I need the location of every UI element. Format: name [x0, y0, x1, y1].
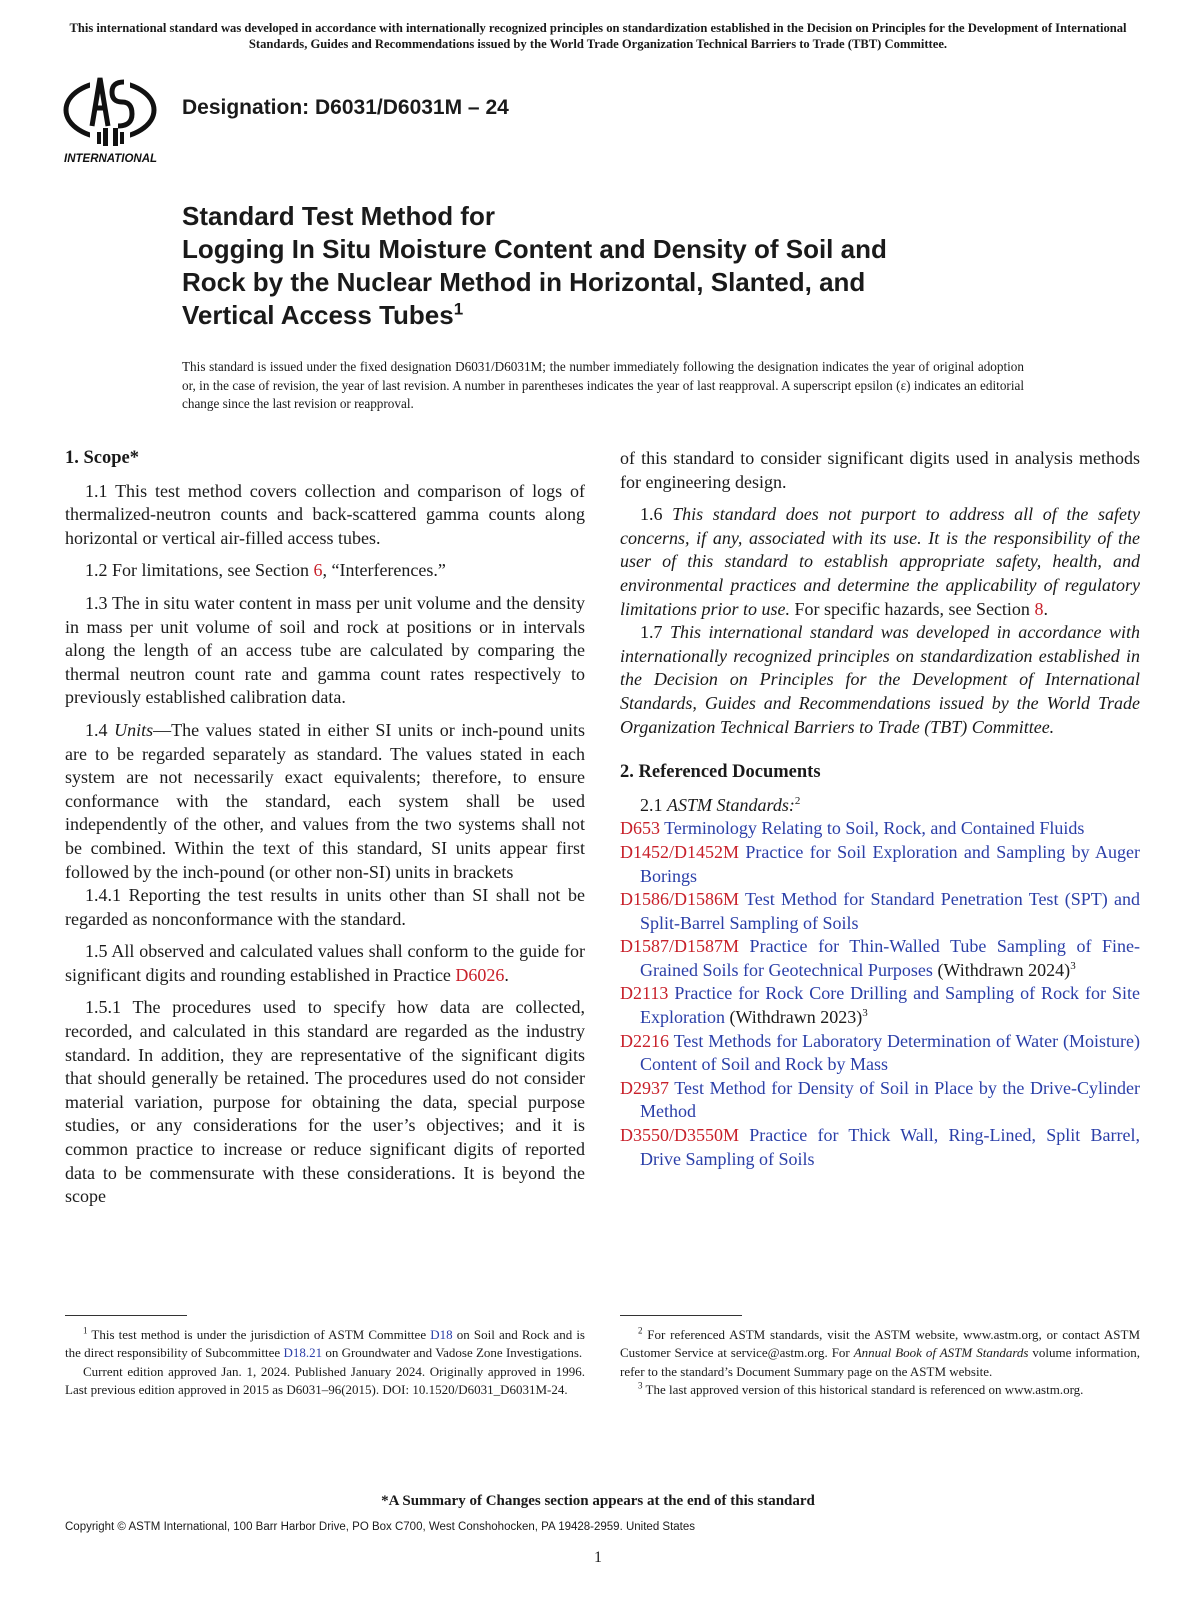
astm-logo [62, 70, 168, 166]
ref-item-d1587[interactable]: D1587/D1587M Practice for Thin-Walled Tube Sampling of Fine-Grained Soils for Geotechnical Purposes (Withdrawn 2024)$^3$ [620, 936, 1140, 980]
footnote-2: $^2$ For referenced ASTM standards, visit the ASTM website, www.astm.org, or contact ASTM Customer Service at service@astm.org. For Annual Book of ASTM Standards volume information, refer to the standard’s Document Summary page on the ASTM website. [620, 1325, 1141, 1379]
top-notice: This international standard was developed in accordance with internationally recognized principles on standardization established in the Decision on Principles for the Development of International Standards, Guides and Recommendations issued by the World Trade Organization Technical Barriers to Trade (TBT) Committee. [69, 21, 1127, 51]
scope-heading: 1. Scope* [65, 448, 139, 468]
footnote-rule-left [65, 1315, 187, 1316]
astm-logo-icon [62, 70, 168, 166]
footnote-1-edition: Current edition approved Jan. 1, 2024. Published January 2024. Originally approved in 1996. Last previous edition approved in 2015 as D6031–96(2015). DOI: 10.1520/D6031_D6031M-24. [65, 1363, 585, 1398]
footnotes-left [65, 1326, 585, 1400]
footnote-3: $^3$ The last approved version of this historical standard is referenced on www.astm.org. [638, 1380, 1084, 1398]
title-line-2: Logging In Situ Moisture Content and Density of Soil and [182, 234, 887, 264]
subcommittee-d18-21-link[interactable]: D18.21 [283, 1345, 323, 1361]
footnotes-right [620, 1326, 1140, 1400]
left-column [65, 447, 585, 1209]
title-line-3: Rock by the Nuclear Method in Horizontal, Slanted, and [182, 267, 866, 297]
para-1-1: 1.1 This test method covers collection and comparison of logs of thermalized-neutron counts and back-scattered gamma counts along horizontal or vertical air-filled access tubes. [65, 480, 585, 548]
para-1-6: 1.6 This standard does not purport to address all of the safety concerns, if any, associated with its use. It is the responsibility of the user of this standard to establish appropriate safety, health, and environmental practices and determine the applicability of regulatory limitations prior to use. For specific hazards, see Section 8. [620, 504, 1140, 619]
d6026-link[interactable]: D6026 [455, 964, 505, 985]
logo-text: INTERNATIONAL [64, 153, 158, 165]
ref-item-d3550[interactable]: D3550/D3550M Practice for Thick Wall, Ring-Lined, Split Barrel, Drive Sampling of Soils [620, 1125, 1140, 1169]
para-1-4: 1.4 Units—The values stated in either SI units or inch-pound units are to be regarded separately as standard. The values stated in each system are not necessarily exact equivalents; therefore, to ensure conformance with the standard, each system shall be used independently of the other, and values from the two systems shall not be combined. Within the text of this standard, SI units appear first followed by the inch-pound (or other non-SI) units in brackets [65, 719, 585, 882]
ref-item-d2937[interactable]: D2937 Test Method for Density of Soil in Place by the Drive-Cylinder Method [620, 1077, 1140, 1122]
committee-d18-link[interactable]: D18 [430, 1327, 453, 1342]
page-number: 1 [594, 1549, 602, 1566]
title-footnote-mark: 1 [453, 299, 464, 319]
section-8-link[interactable]: 8 [1034, 598, 1044, 619]
refs-heading: 2. Referenced Documents [620, 762, 821, 783]
footnote-1: $^1$ This test method is under the jurisdiction of ASTM Committee D18 on Soil and Rock and is the direct responsibility of Subcommittee D18.21 on Groundwater and Vadose Zone Investigations. [65, 1325, 585, 1361]
ref-item-d1586[interactable]: D1586/D1586M Test Method for Standard Penetration Test (SPT) and Split-Barrel Sampling of Soils [620, 889, 1140, 933]
document-title [182, 200, 1062, 332]
para-1-7: 1.7 This international standard was developed in accordance with internationally recognized principles on standardization established in the Decision on Principles for the Development of International Standards, Guides and Recommendations issued by the World Trade Organization Technical Barriers to Trade (TBT) Committee. [620, 622, 1140, 737]
para-1-5-1-cont: of this standard to consider significant digits used in analysis methods for engineering design. [620, 448, 1140, 492]
para-1-5: 1.5 All observed and calculated values shall conform to the guide for significant digits and rounding established in Practice D6026. [65, 941, 585, 985]
para-1-4-1: 1.4.1 Reporting the test results in units other than SI shall not be regarded as nonconformance with the standard. [65, 885, 585, 929]
title-line-1: Standard Test Method for [182, 201, 495, 231]
footnote-rule-right [620, 1315, 742, 1316]
ref-item-d653[interactable]: D653 Terminology Relating to Soil, Rock, and Contained Fluids [620, 818, 1085, 839]
right-column [620, 447, 1140, 1171]
ref-item-d2216[interactable]: D2216 Test Methods for Laboratory Determination of Water (Moisture) Content of Soil and Rock by Mass [620, 1030, 1140, 1075]
summary-note: *A Summary of Changes section appears at the end of this standard [381, 1493, 815, 1509]
copyright: Copyright © ASTM International, 100 Barr Harbor Drive, PO Box C700, West Conshohocken, PA 19428-2959. United States [65, 1521, 696, 1533]
refs-subheading: 2.1 ASTM Standards:$^2$ [640, 794, 801, 815]
ref-item-d1452[interactable]: D1452/D1452M Practice for Soil Exploration and Sampling by Auger Borings [620, 841, 1140, 886]
section-6-link[interactable]: 6 [313, 560, 323, 581]
ref-item-d2113[interactable]: D2113 Practice for Rock Core Drilling and Sampling of Rock for Site Exploration (Withdrawn 2023)$^3$ [620, 983, 1140, 1028]
issue-note: This standard is issued under the fixed designation D6031/D6031M; the number immediately following the designation indicates the year of original adoption or, in the case of revision, the year of last revision. A number in parentheses indicates the year of last reapproval. A superscript epsilon (ε) indicates an editorial change since the last revision or reapproval. [182, 359, 1024, 411]
designation: Designation: D6031/D6031M – 24 [182, 96, 509, 119]
para-1-3: 1.3 The in situ water content in mass per unit volume and the density in mass per unit volume of soil and rock at positions or in intervals along the length of an access tube are calculated by comparing the thermal neutron count rate and gamma count rates respectively to previously established calibration data. [65, 592, 585, 708]
para-1-2: 1.2 For limitations, see Section 6, “Interferences.” [85, 560, 446, 581]
title-line-4: Vertical Access Tubes$^1$ [182, 299, 464, 330]
para-1-5-1: 1.5.1 The procedures used to specify how data are collected, recorded, and calculated in this standard are regarded as the industry standard. In addition, they are representative of the significant digits that should generally be retained. The procedures used do not consider material variation, purpose for obtaining the data, special purpose studies, or any considerations for the user’s objectives; and it is common practice to increase or reduce significant digits of reported data to be commensurate with these considerations. It is beyond the scope [65, 997, 585, 1207]
